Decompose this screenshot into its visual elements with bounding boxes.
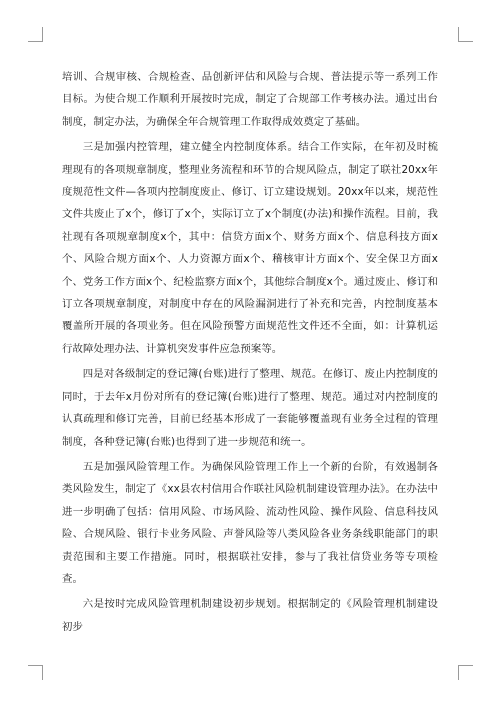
document-body (62, 66, 438, 641)
paragraph-3: 四是对各级制定的登记簿(台账)进行了整理、规范。在修订、废止内控制度的同时，于去年x月份对所有的登记簿(台账)进行了整理、规范。通过对内控制度的认真疏理和修订完善，目前已经基本形成了一套能够覆盖现有业务全过程的管理制度，各种登记簿(台账)也得到了进一步规范和统一。 (62, 368, 438, 448)
crop-mark-bottom-left (28, 665, 43, 680)
paragraph-2: 三是加强内控管理，建立健全内控制度体系。结合工作实际，在年初及时梳理现有的各项规章制度，整理业务流程和环节的合规风险点，制定了联社20xx年度规范性文件—各项内控制度废止、修订、订立建设规划。20xx年以来，规范性文件共废止了x个，修订了x个，实际订立了x个制度(办法)和操作流程。目前，我社现有各项规章制度x个，其中：信贷方面x个、财务方面x个、信息科技方面x个、风险合规方面x个、人力资源方面x个、稽核审计方面x个、安全保卫方面x个、党务工作方面x个、纪检监察方面x个，其他综合制度x个。通过废止、修订和订立各项规章制度，对制度中存在的风险漏洞进行了补充和完善，内控制度基本覆盖所开展的各项业务。但在风险预警方面规范性文件还不全面，如：计算机运行故障处理办法、计算机突发事件应急预案等。 (62, 141, 438, 355)
paragraph-1: 培训、合规审核、合规检查、品创新评估和风险与合规、普法提示等一系列工作目标。为使合规工作顺利开展按时完成，制定了合规部工作考核办法。通过出台制度，制定办法，为确保全年合规管理工作取得成效奠定了基础。 (62, 71, 438, 128)
crop-mark-bottom-right (458, 665, 473, 680)
crop-mark-top-right (458, 27, 473, 42)
paragraph-5: 六是按时完成风险管理机制建设初步规划。根据制定的《风险管理机制建设初步 (62, 598, 438, 633)
paragraph-4: 五是加强风险管理工作。为确保风险管理工作上一个新的台阶，有效遏制各类风险发生，制定了《xx县农村信用合作联社风险机制建设管理办法》。在办法中进一步明确了包括：信用风险、市场风险、流动性风险、操作风险、信息科技风险、合规风险、银行卡业务风险、声誉风险等八类风险各业务条线职能部门的职责范围和主要工作措施。同时，根据联社安排，参与了我社信贷业务等专项检查。 (62, 460, 438, 585)
crop-mark-top-left (28, 27, 43, 42)
